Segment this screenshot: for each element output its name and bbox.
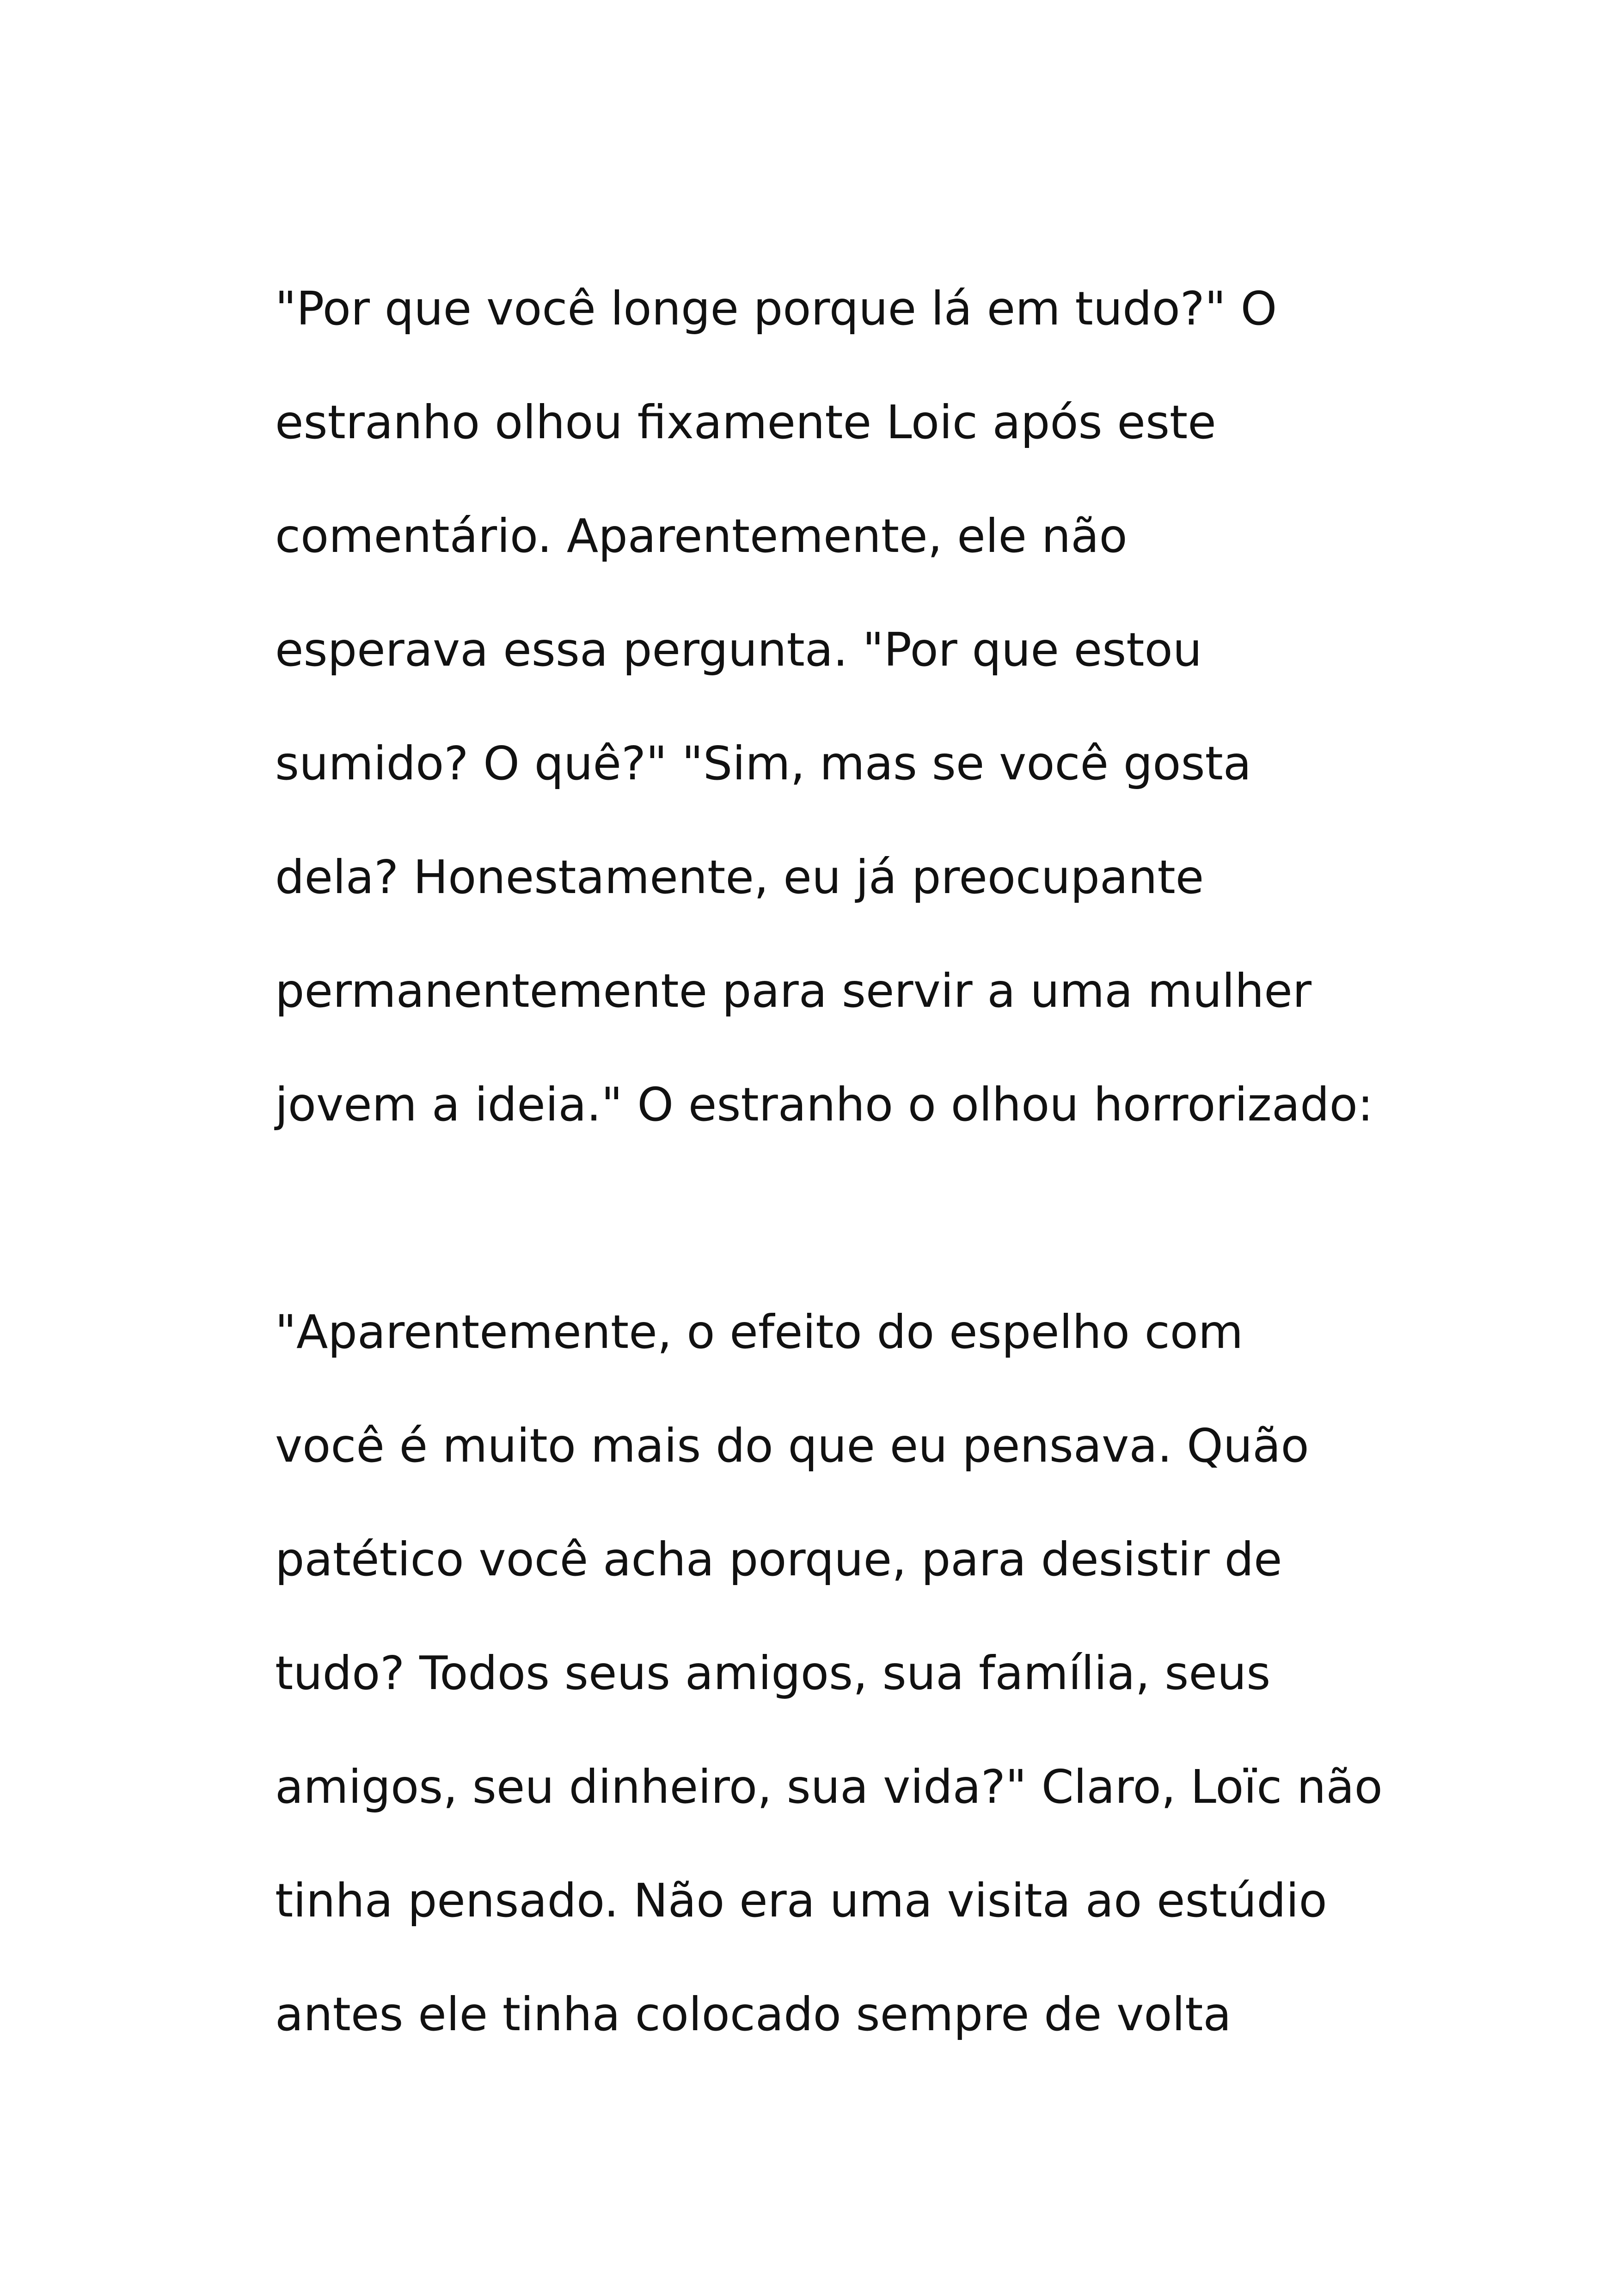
text-line: amigos, seu dinheiro, sua vida?" Claro, Loïc não bbox=[275, 1760, 1383, 1814]
text-line: jovem a ideia." O estranho o olhou horrorizado: bbox=[275, 1078, 1373, 1132]
text-line: estranho olhou fixamente Loic após este bbox=[275, 395, 1216, 449]
text-line: "Por que você longe porque lá em tudo?" O bbox=[275, 282, 1277, 336]
text-line: tinha pensado. Não era uma visita ao estúdio bbox=[275, 1874, 1327, 1928]
text-line: permanentemente para servir a uma mulher bbox=[275, 964, 1312, 1018]
text-line: você é muito mais do que eu pensava. Quão bbox=[275, 1419, 1309, 1473]
text-line: antes ele tinha colocado sempre de volta bbox=[275, 1987, 1232, 2041]
text-line: esperava essa pergunta. "Por que estou bbox=[275, 623, 1202, 677]
text-line: sumido? O quê?" "Sim, mas se você gosta bbox=[275, 736, 1252, 790]
text-line: patético você acha porque, para desistir de bbox=[275, 1532, 1282, 1586]
text-line: "Aparentemente, o efeito do espelho com bbox=[275, 1305, 1244, 1359]
text-line: dela? Honestamente, eu já preocupante bbox=[275, 850, 1204, 904]
text-line: comentário. Aparentemente, ele não bbox=[275, 509, 1128, 563]
text-line: tudo? Todos seus amigos, sua família, seus bbox=[275, 1646, 1271, 1700]
